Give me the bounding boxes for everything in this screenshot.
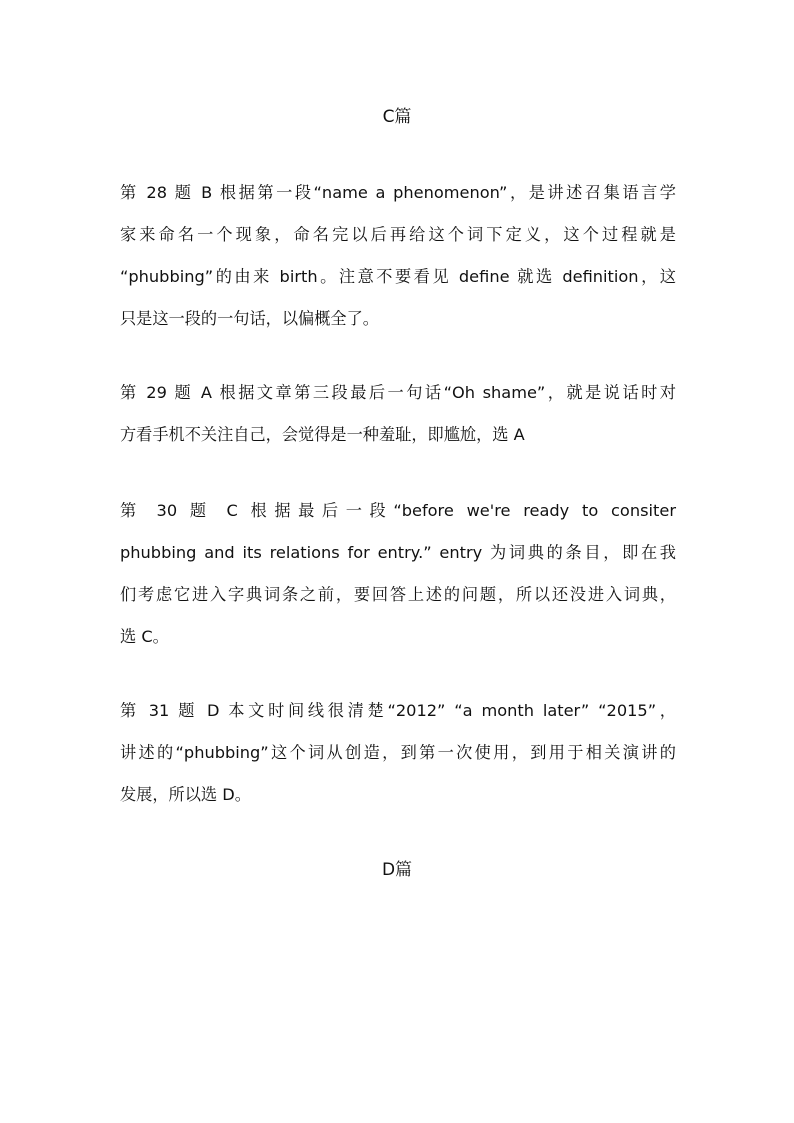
- paragraph-line: 发展，所以选 D。: [120, 785, 251, 804]
- paragraph-line: “phubbing”的由来 birth。注意不要看见 define 就选 definition，这: [120, 267, 676, 286]
- paragraph-line: 第 30 题 C 根据最后一段“before we're ready to consiter: [120, 501, 676, 520]
- paragraph-line: 们考虑它进入字典词条之前，要回答上述的问题，所以还没进入词典，: [120, 585, 676, 604]
- paragraph-line: 选 C。: [120, 627, 169, 646]
- paragraph-line: 家来命名一个现象，命名完以后再给这个词下定义，这个过程就是: [120, 225, 676, 244]
- section-heading-d: D篇: [381, 860, 413, 880]
- section-heading-c: C篇: [382, 107, 412, 127]
- paragraph-line: 第 29 题 A 根据文章第三段最后一句话“Oh shame”，就是说话时对: [120, 383, 676, 402]
- paragraph-line: 第 31 题 D 本文时间线很清楚“2012” “a month later” “2015”，: [120, 701, 676, 720]
- paragraph-line: phubbing and its relations for entry.” entry 为词典的条目，即在我: [120, 543, 676, 562]
- paragraph-line: 讲述的“phubbing”这个词从创造，到第一次使用，到用于相关演讲的: [120, 743, 676, 762]
- paragraph-line: 方看手机不关注自己，会觉得是一种羞耻，即尴尬，选 A: [120, 425, 525, 444]
- paragraph-line: 第 28 题 B 根据第一段“name a phenomenon”，是讲述召集语言学: [120, 183, 676, 202]
- paragraph-line: 只是这一段的一句话，以偏概全了。: [120, 309, 379, 328]
